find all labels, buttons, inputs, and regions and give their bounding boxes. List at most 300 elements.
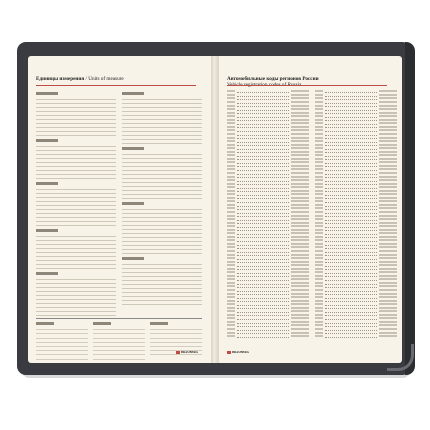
region-name-mark — [291, 129, 309, 131]
region-code-mark — [315, 172, 323, 174]
region-code-mark — [227, 332, 235, 334]
region-code-mark — [315, 250, 323, 252]
region-name-mark — [291, 264, 309, 266]
region-name-mark — [379, 236, 397, 238]
region-code-mark — [227, 324, 235, 326]
region-code-mark — [315, 300, 323, 302]
region-name-mark — [291, 179, 309, 181]
table-section — [122, 147, 202, 199]
region-code-mark — [315, 158, 323, 160]
region-name-mark — [291, 122, 309, 124]
region-name-mark — [379, 112, 397, 114]
region-name-mark — [291, 332, 309, 334]
region-code-mark — [315, 232, 323, 234]
region-code-mark — [315, 129, 323, 131]
brand-label-right: BRAUBERG — [232, 350, 250, 354]
region-code-mark — [227, 307, 235, 309]
region-code-mark — [227, 97, 235, 99]
region-code-mark — [315, 183, 323, 185]
table-section — [122, 257, 202, 305]
region-code-mark — [227, 176, 235, 178]
region-code-mark — [315, 328, 323, 330]
region-code-mark — [315, 154, 323, 156]
leader-dots — [237, 337, 289, 338]
region-code-mark — [227, 303, 235, 305]
region-code-mark — [227, 296, 235, 298]
region-name-mark — [291, 158, 309, 160]
region-name-mark — [291, 239, 309, 241]
region-code-mark — [315, 257, 323, 259]
region-name-mark — [379, 215, 397, 217]
vitamins-table-1 — [36, 322, 88, 360]
region-code-mark — [315, 310, 323, 312]
region-code-mark — [227, 275, 235, 277]
region-name-mark — [291, 225, 309, 227]
region-code-mark — [315, 332, 323, 334]
region-code-mark — [227, 147, 235, 149]
region-name-mark — [291, 243, 309, 245]
region-code-mark — [315, 303, 323, 305]
region-code-mark — [227, 335, 235, 337]
region-code-mark — [315, 193, 323, 195]
region-name-mark — [379, 232, 397, 234]
region-code-mark — [227, 317, 235, 319]
left-bottom-rule — [36, 318, 202, 319]
region-name-mark — [379, 168, 397, 170]
region-code-mark — [227, 204, 235, 206]
region-code-mark — [227, 222, 235, 224]
region-code-mark — [315, 119, 323, 121]
region-code-mark — [227, 229, 235, 231]
region-code-mark — [227, 151, 235, 153]
region-code-mark — [315, 207, 323, 209]
region-name-mark — [291, 101, 309, 103]
region-code-mark — [227, 300, 235, 302]
region-name-mark — [291, 257, 309, 259]
region-name-mark — [291, 254, 309, 256]
left-page-title-separator: / — [84, 76, 89, 82]
left-page-title-ru: Единицы измерения — [36, 76, 85, 82]
region-code-mark — [315, 151, 323, 153]
table-row — [122, 250, 202, 254]
region-code-mark — [227, 207, 235, 209]
region-name-mark — [379, 165, 397, 167]
section-heading-mark — [36, 139, 58, 142]
region-name-mark — [291, 211, 309, 213]
region-name-mark — [291, 94, 309, 96]
region-code-mark — [227, 119, 235, 121]
region-code-mark — [315, 239, 323, 241]
region-code-mark — [315, 289, 323, 291]
region-code-mark — [315, 105, 323, 107]
region-name-mark — [291, 261, 309, 263]
region-code-mark — [315, 186, 323, 188]
region-code-mark — [315, 335, 323, 337]
region-name-mark — [379, 246, 397, 248]
region-code-mark — [315, 115, 323, 117]
region-name-mark — [379, 328, 397, 330]
region-code-mark — [315, 293, 323, 295]
region-name-mark — [379, 190, 397, 192]
table-heading-mark — [36, 322, 54, 325]
region-name-mark — [379, 207, 397, 209]
region-code-mark — [315, 197, 323, 199]
region-name-mark — [291, 310, 309, 312]
region-name-mark — [379, 257, 397, 259]
region-name-mark — [291, 289, 309, 291]
region-code-mark — [315, 261, 323, 263]
region-name-mark — [291, 215, 309, 217]
region-name-mark — [379, 250, 397, 252]
region-name-mark — [291, 137, 309, 139]
region-name-mark — [291, 314, 309, 316]
region-code-mark — [227, 250, 235, 252]
region-code-mark — [315, 324, 323, 326]
region-name-mark — [379, 243, 397, 245]
region-code-mark — [315, 222, 323, 224]
region-code-mark — [315, 137, 323, 139]
table-section — [36, 92, 116, 136]
region-name-mark — [291, 115, 309, 117]
region-code-mark — [227, 140, 235, 142]
region-code-mark — [227, 186, 235, 188]
region-code-mark — [227, 246, 235, 248]
region-code-mark — [227, 172, 235, 174]
region-code-mark — [227, 225, 235, 227]
region-name-mark — [379, 90, 397, 92]
region-codes-column-b — [315, 90, 397, 338]
region-name-mark — [379, 158, 397, 160]
region-code-mark — [227, 328, 235, 330]
region-code-mark — [227, 232, 235, 234]
region-name-mark — [379, 126, 397, 128]
region-name-mark — [379, 239, 397, 241]
region-code-mark — [227, 129, 235, 131]
region-code-mark — [315, 229, 323, 231]
region-name-mark — [291, 229, 309, 231]
region-code-mark — [315, 236, 323, 238]
region-name-mark — [291, 151, 309, 153]
region-name-mark — [379, 229, 397, 231]
table-row — [36, 132, 116, 136]
table-section — [122, 202, 202, 254]
table-row — [36, 355, 88, 359]
section-heading-mark — [122, 257, 144, 260]
section-heading-mark — [36, 272, 58, 275]
region-name-mark — [379, 101, 397, 103]
brand-logo-left — [176, 350, 198, 354]
region-code-mark — [227, 108, 235, 110]
region-name-mark — [291, 97, 309, 99]
region-code-mark — [315, 278, 323, 280]
region-name-mark — [291, 232, 309, 234]
region-code-mark — [315, 94, 323, 96]
table-section — [122, 92, 202, 144]
region-code-mark — [315, 282, 323, 284]
region-name-mark — [379, 133, 397, 135]
region-name-mark — [291, 285, 309, 287]
region-code-mark — [315, 90, 323, 92]
region-name-mark — [291, 204, 309, 206]
region-code-mark — [227, 112, 235, 114]
region-codes-column-a — [227, 90, 309, 338]
region-name-mark — [379, 296, 397, 298]
region-name-mark — [379, 161, 397, 163]
table-row — [93, 355, 145, 359]
region-code-mark — [315, 190, 323, 192]
section-heading-mark — [36, 92, 58, 95]
list-item — [315, 335, 397, 339]
region-name-mark — [291, 328, 309, 330]
region-name-mark — [291, 271, 309, 273]
region-code-mark — [315, 140, 323, 142]
region-name-mark — [291, 105, 309, 107]
region-name-mark — [291, 275, 309, 277]
region-name-mark — [379, 254, 397, 256]
table-heading-mark — [150, 322, 168, 325]
region-code-mark — [227, 161, 235, 163]
region-name-mark — [291, 133, 309, 135]
region-code-mark — [227, 289, 235, 291]
region-name-mark — [379, 119, 397, 121]
region-code-mark — [315, 200, 323, 202]
section-heading-mark — [122, 92, 144, 95]
region-name-mark — [379, 289, 397, 291]
region-name-mark — [379, 122, 397, 124]
region-code-mark — [227, 101, 235, 103]
region-name-mark — [291, 112, 309, 114]
region-code-mark — [227, 154, 235, 156]
region-name-mark — [291, 193, 309, 195]
region-name-mark — [379, 278, 397, 280]
right-page — [219, 56, 402, 363]
region-name-mark — [379, 271, 397, 273]
region-name-mark — [291, 335, 309, 337]
region-name-mark — [291, 186, 309, 188]
region-code-mark — [315, 264, 323, 266]
section-heading-mark — [122, 202, 144, 205]
region-name-mark — [379, 108, 397, 110]
region-name-mark — [291, 250, 309, 252]
region-name-mark — [291, 324, 309, 326]
section-heading-mark — [36, 182, 58, 185]
region-name-mark — [291, 222, 309, 224]
region-code-mark — [315, 307, 323, 309]
left-header-rule — [36, 85, 196, 86]
brand-label-left: BRAUBERG — [181, 350, 199, 354]
region-code-mark — [315, 246, 323, 248]
region-name-mark — [379, 197, 397, 199]
region-code-mark — [315, 133, 323, 135]
region-name-mark — [379, 147, 397, 149]
region-name-mark — [379, 193, 397, 195]
right-page-header — [227, 76, 319, 88]
region-name-mark — [291, 90, 309, 92]
region-code-mark — [315, 147, 323, 149]
region-code-mark — [315, 176, 323, 178]
region-code-mark — [315, 215, 323, 217]
region-name-mark — [291, 154, 309, 156]
region-code-mark — [315, 108, 323, 110]
region-name-mark — [291, 278, 309, 280]
region-name-mark — [379, 140, 397, 142]
region-code-mark — [227, 105, 235, 107]
brand-mark-icon — [227, 351, 231, 354]
region-code-mark — [315, 97, 323, 99]
region-name-mark — [379, 151, 397, 153]
table-section — [36, 272, 116, 316]
region-name-mark — [291, 268, 309, 270]
region-name-mark — [379, 115, 397, 117]
region-name-mark — [379, 225, 397, 227]
list-item — [227, 335, 309, 339]
region-name-mark — [291, 126, 309, 128]
region-name-mark — [379, 186, 397, 188]
region-name-mark — [379, 172, 397, 174]
region-name-mark — [379, 335, 397, 337]
region-code-mark — [315, 161, 323, 163]
region-code-mark — [227, 257, 235, 259]
region-code-mark — [227, 321, 235, 323]
region-code-mark — [315, 218, 323, 220]
region-code-mark — [227, 94, 235, 96]
region-code-mark — [315, 112, 323, 114]
region-name-mark — [291, 165, 309, 167]
region-code-mark — [227, 144, 235, 146]
region-name-mark — [379, 264, 397, 266]
region-name-mark — [379, 129, 397, 131]
region-code-mark — [315, 275, 323, 277]
right-header-rule — [227, 85, 387, 86]
region-name-mark — [291, 183, 309, 185]
region-code-mark — [315, 204, 323, 206]
region-code-mark — [227, 218, 235, 220]
region-code-mark — [315, 243, 323, 245]
region-name-mark — [379, 144, 397, 146]
region-name-mark — [379, 222, 397, 224]
region-code-mark — [227, 314, 235, 316]
region-code-mark — [315, 317, 323, 319]
region-code-mark — [227, 278, 235, 280]
table-row — [36, 175, 116, 179]
region-name-mark — [379, 307, 397, 309]
region-code-mark — [227, 293, 235, 295]
region-name-mark — [291, 303, 309, 305]
left-page — [28, 56, 211, 363]
region-code-mark — [315, 122, 323, 124]
region-name-mark — [379, 293, 397, 295]
region-code-mark — [227, 236, 235, 238]
region-code-mark — [227, 264, 235, 266]
region-code-mark — [315, 225, 323, 227]
table-row — [36, 222, 116, 226]
region-name-mark — [291, 168, 309, 170]
region-name-mark — [291, 207, 309, 209]
region-code-mark — [315, 321, 323, 323]
leader-dots — [325, 337, 377, 338]
region-name-mark — [379, 94, 397, 96]
table-row — [36, 312, 116, 316]
region-code-mark — [227, 158, 235, 160]
left-page-title-en: Units of measure — [88, 76, 124, 82]
nutrition-table-left — [36, 89, 116, 316]
region-code-mark — [315, 314, 323, 316]
region-code-mark — [315, 101, 323, 103]
region-name-mark — [291, 161, 309, 163]
region-code-mark — [315, 296, 323, 298]
nutrition-table-right — [122, 89, 202, 305]
table-row — [122, 140, 202, 144]
brand-logo-right — [227, 350, 249, 354]
region-name-mark — [291, 176, 309, 178]
region-name-mark — [291, 293, 309, 295]
region-code-mark — [315, 211, 323, 213]
region-name-mark — [379, 317, 397, 319]
region-name-mark — [291, 282, 309, 284]
region-code-mark — [227, 133, 235, 135]
region-name-mark — [291, 147, 309, 149]
table-row — [122, 301, 202, 305]
region-code-mark — [315, 168, 323, 170]
region-name-mark — [291, 236, 309, 238]
region-name-mark — [291, 321, 309, 323]
region-code-mark — [315, 144, 323, 146]
region-code-mark — [227, 211, 235, 213]
table-section — [36, 182, 116, 226]
region-code-mark — [227, 310, 235, 312]
region-name-mark — [291, 172, 309, 174]
region-name-mark — [291, 140, 309, 142]
region-code-mark — [227, 282, 235, 284]
region-code-mark — [227, 190, 235, 192]
region-name-mark — [379, 303, 397, 305]
region-code-mark — [227, 115, 235, 117]
region-code-mark — [227, 126, 235, 128]
region-code-mark — [227, 268, 235, 270]
region-name-mark — [379, 154, 397, 156]
region-code-mark — [227, 165, 235, 167]
region-code-mark — [315, 271, 323, 273]
page-gutter — [211, 56, 219, 363]
region-code-mark — [227, 168, 235, 170]
region-name-mark — [291, 200, 309, 202]
region-name-mark — [379, 204, 397, 206]
region-name-mark — [379, 285, 397, 287]
region-name-mark — [379, 332, 397, 334]
table-section — [36, 139, 116, 179]
region-code-mark — [227, 239, 235, 241]
region-name-mark — [291, 218, 309, 220]
region-code-mark — [315, 285, 323, 287]
region-code-mark — [227, 193, 235, 195]
region-name-mark — [379, 176, 397, 178]
region-name-mark — [379, 97, 397, 99]
right-page-title-ru: Автомобильные коды регионов России — [227, 76, 319, 82]
region-name-mark — [379, 137, 397, 139]
region-name-mark — [291, 307, 309, 309]
table-heading-mark — [93, 322, 111, 325]
region-name-mark — [379, 211, 397, 213]
region-name-mark — [291, 296, 309, 298]
vitamins-table-2 — [93, 322, 145, 360]
region-code-mark — [227, 285, 235, 287]
region-code-mark — [227, 122, 235, 124]
region-code-mark — [227, 215, 235, 217]
region-name-mark — [291, 317, 309, 319]
table-row — [122, 195, 202, 199]
region-name-mark — [291, 300, 309, 302]
region-code-mark — [227, 261, 235, 263]
